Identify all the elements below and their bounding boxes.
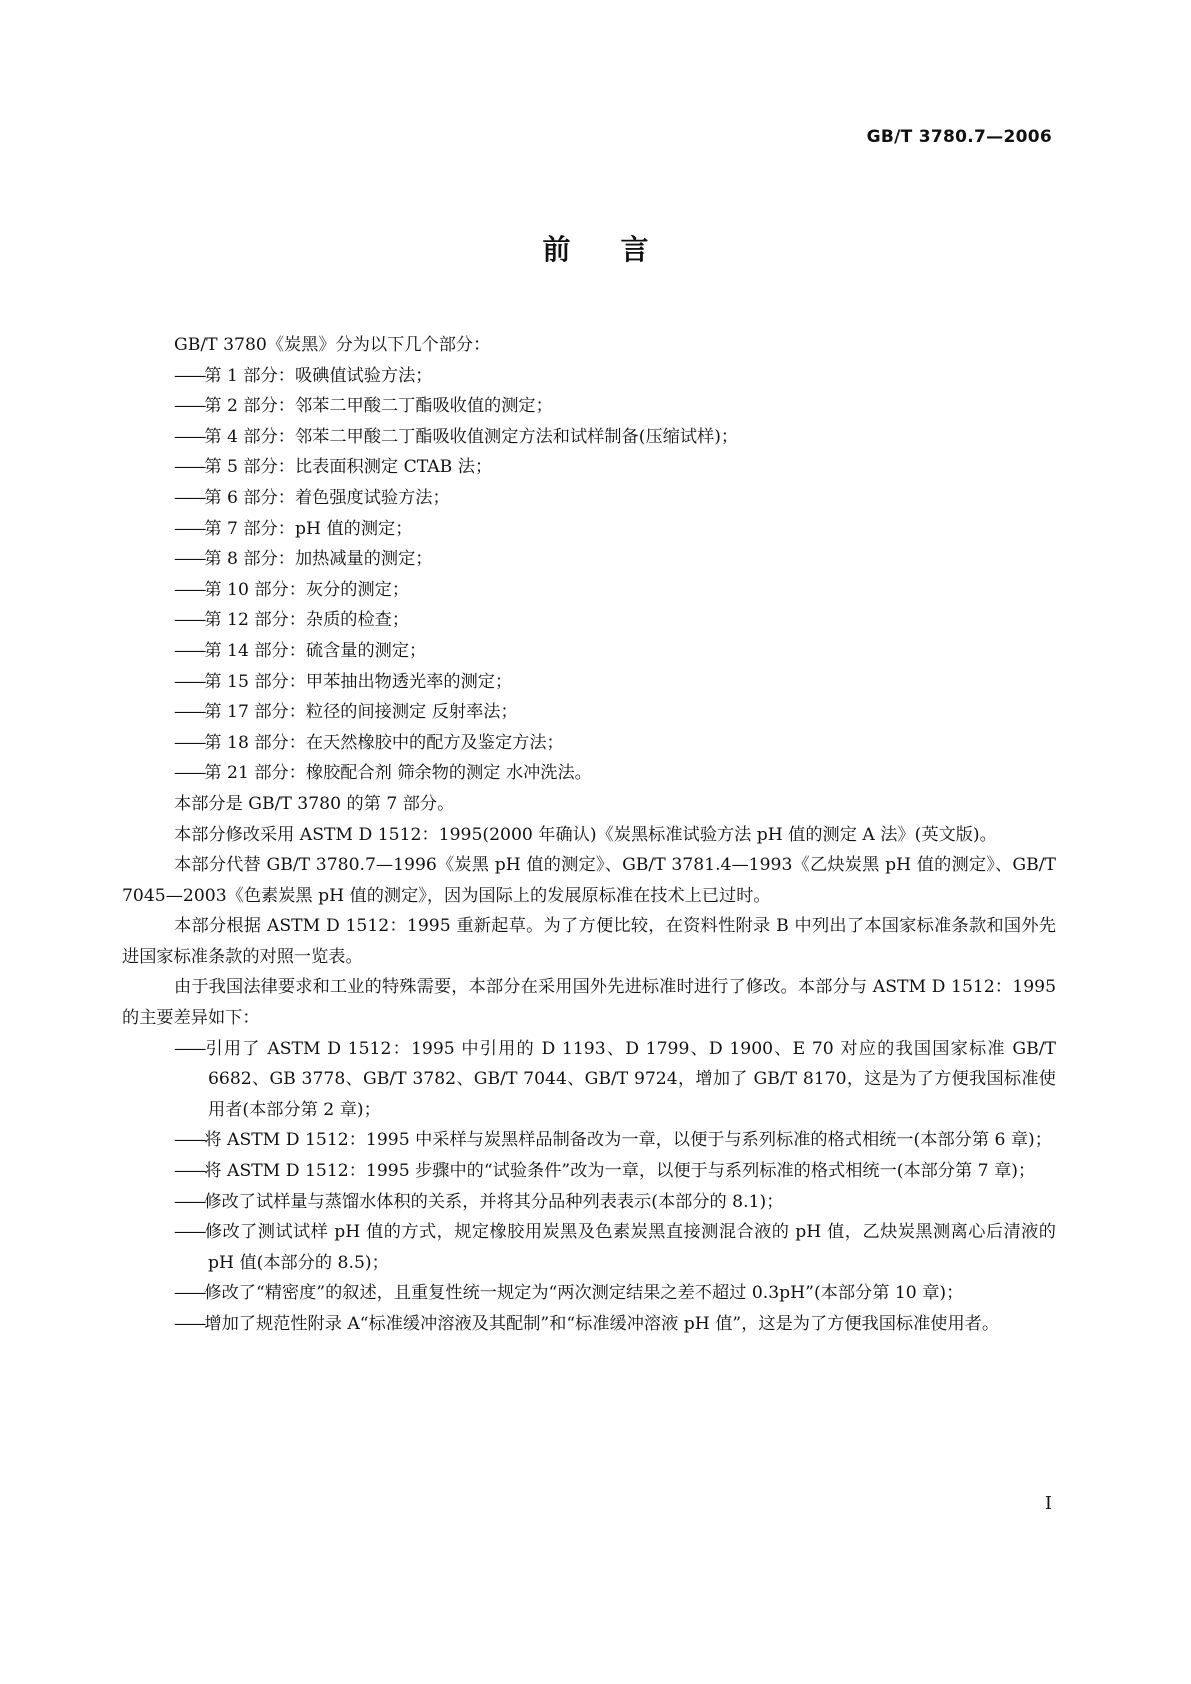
paragraph: 本部分根据 ASTM D 1512：1995 重新起草。为了方便比较，在资料性附录 B 中列出了本国家标准条款和国外先进国家标准条款的对照一览表。 [122,916,1056,967]
list-item: ——第 4 部分：邻苯二甲酸二丁酯吸收值测定方法和试样制备(压缩试样)； [174,426,739,447]
list-item: ——修改了“精密度”的叙述，且重复性统一规定为“两次测定结果之差不超过 0.3pH”(本部分第 10 章)； [174,1283,964,1304]
intro-paragraph: GB/T 3780《炭黑》分为以下几个部分： [174,335,491,355]
list-item: ——第 8 部分：加热减量的测定； [174,549,433,570]
page-title: 前言 [542,233,699,266]
list-item: ——增加了规范性附录 A“标准缓冲溶液及其配制”和“标准缓冲溶液 pH 值”，这是为了方便我国标准使用者。 [174,1314,1000,1334]
list-item: ——第 15 部分：甲苯抽出物透光率的测定； [174,671,513,692]
list-item: ——第 12 部分：杂质的检查； [174,610,410,631]
list-item: ——第 10 部分：灰分的测定； [174,579,410,600]
list-item: ——第 1 部分：吸碘值试验方法； [174,365,433,386]
parts-list [122,361,1056,789]
paragraph: 本部分修改采用 ASTM D 1512：1995(2000 年确认)《炭黑标准试验方法 pH 值的测定 A 法》(英文版)。 [174,824,997,845]
differences-list [122,1034,1056,1340]
list-item: ——第 2 部分：邻苯二甲酸二丁酯吸收值的测定； [174,396,553,417]
list-item: ——引用了 ASTM D 1512：1995 中引用的 D 1193、D 1799、D 1900、E 70 对应的我国国家标准 GB/T 6682、GB 3778、GB/T 3782、GB/T 7044、GB/T 9724，增加了 GB/T 8170，这是为了方便我国标准使用者(本部分第 2 章)； [174,1038,1056,1120]
paragraph: 由于我国法律要求和工业的特殊需要，本部分在采用国外先进标准时进行了修改。本部分与 ASTM D 1512：1995 的主要差异如下： [122,977,1056,1029]
list-item: ——第 18 部分：在天然橡胶中的配方及鉴定方法； [174,732,564,753]
list-item: ——第 7 部分：pH 值的测定； [174,518,413,539]
list-item: ——第 14 部分：硫含量的测定； [174,640,427,661]
list-item: ——将 ASTM D 1512：1995 步骤中的“试验条件”改为一章，以便于与系列标准的格式相统一(本部分第 7 章)； [174,1161,1036,1182]
standard-number: GB/T 3780.7—2006 [866,127,1052,147]
page-number: I [1044,1493,1052,1514]
paragraph: 本部分代替 GB/T 3780.7—1996《炭黑 pH 值的测定》、GB/T 3781.4—1993《乙炔炭黑 pH 值的测定》、GB/T 7045—2003《色素炭黑 pH 值的测定》，因为国际上的发展原标准在技术上已过时。 [122,855,1056,906]
list-item: ——第 5 部分：比表面积测定 CTAB 法； [174,457,493,478]
list-item: ——第 17 部分：粒径的间接测定 反射率法； [174,702,518,723]
foreword-body [122,330,1056,1340]
list-item: ——修改了试样量与蒸馏水体积的关系，并将其分品种列表表示(本部分的 8.1)； [174,1191,784,1212]
list-item: ——第 6 部分：着色强度试验方法； [174,487,450,508]
list-item: ——第 21 部分：橡胶配合剂 筛余物的测定 水冲洗法。 [174,763,592,784]
list-item: ——修改了测试试样 pH 值的方式，规定橡胶用炭黑及色素炭黑直接测混合液的 pH 值，乙炔炭黑测离心后清液的 pH 值(本部分的 8.5)； [174,1222,1056,1273]
list-item: ——将 ASTM D 1512：1995 中采样与炭黑样品制备改为一章，以便于与系列标准的格式相统一(本部分第 6 章)； [174,1130,1052,1151]
paragraph: 本部分是 GB/T 3780 的第 7 部分。 [174,793,455,814]
